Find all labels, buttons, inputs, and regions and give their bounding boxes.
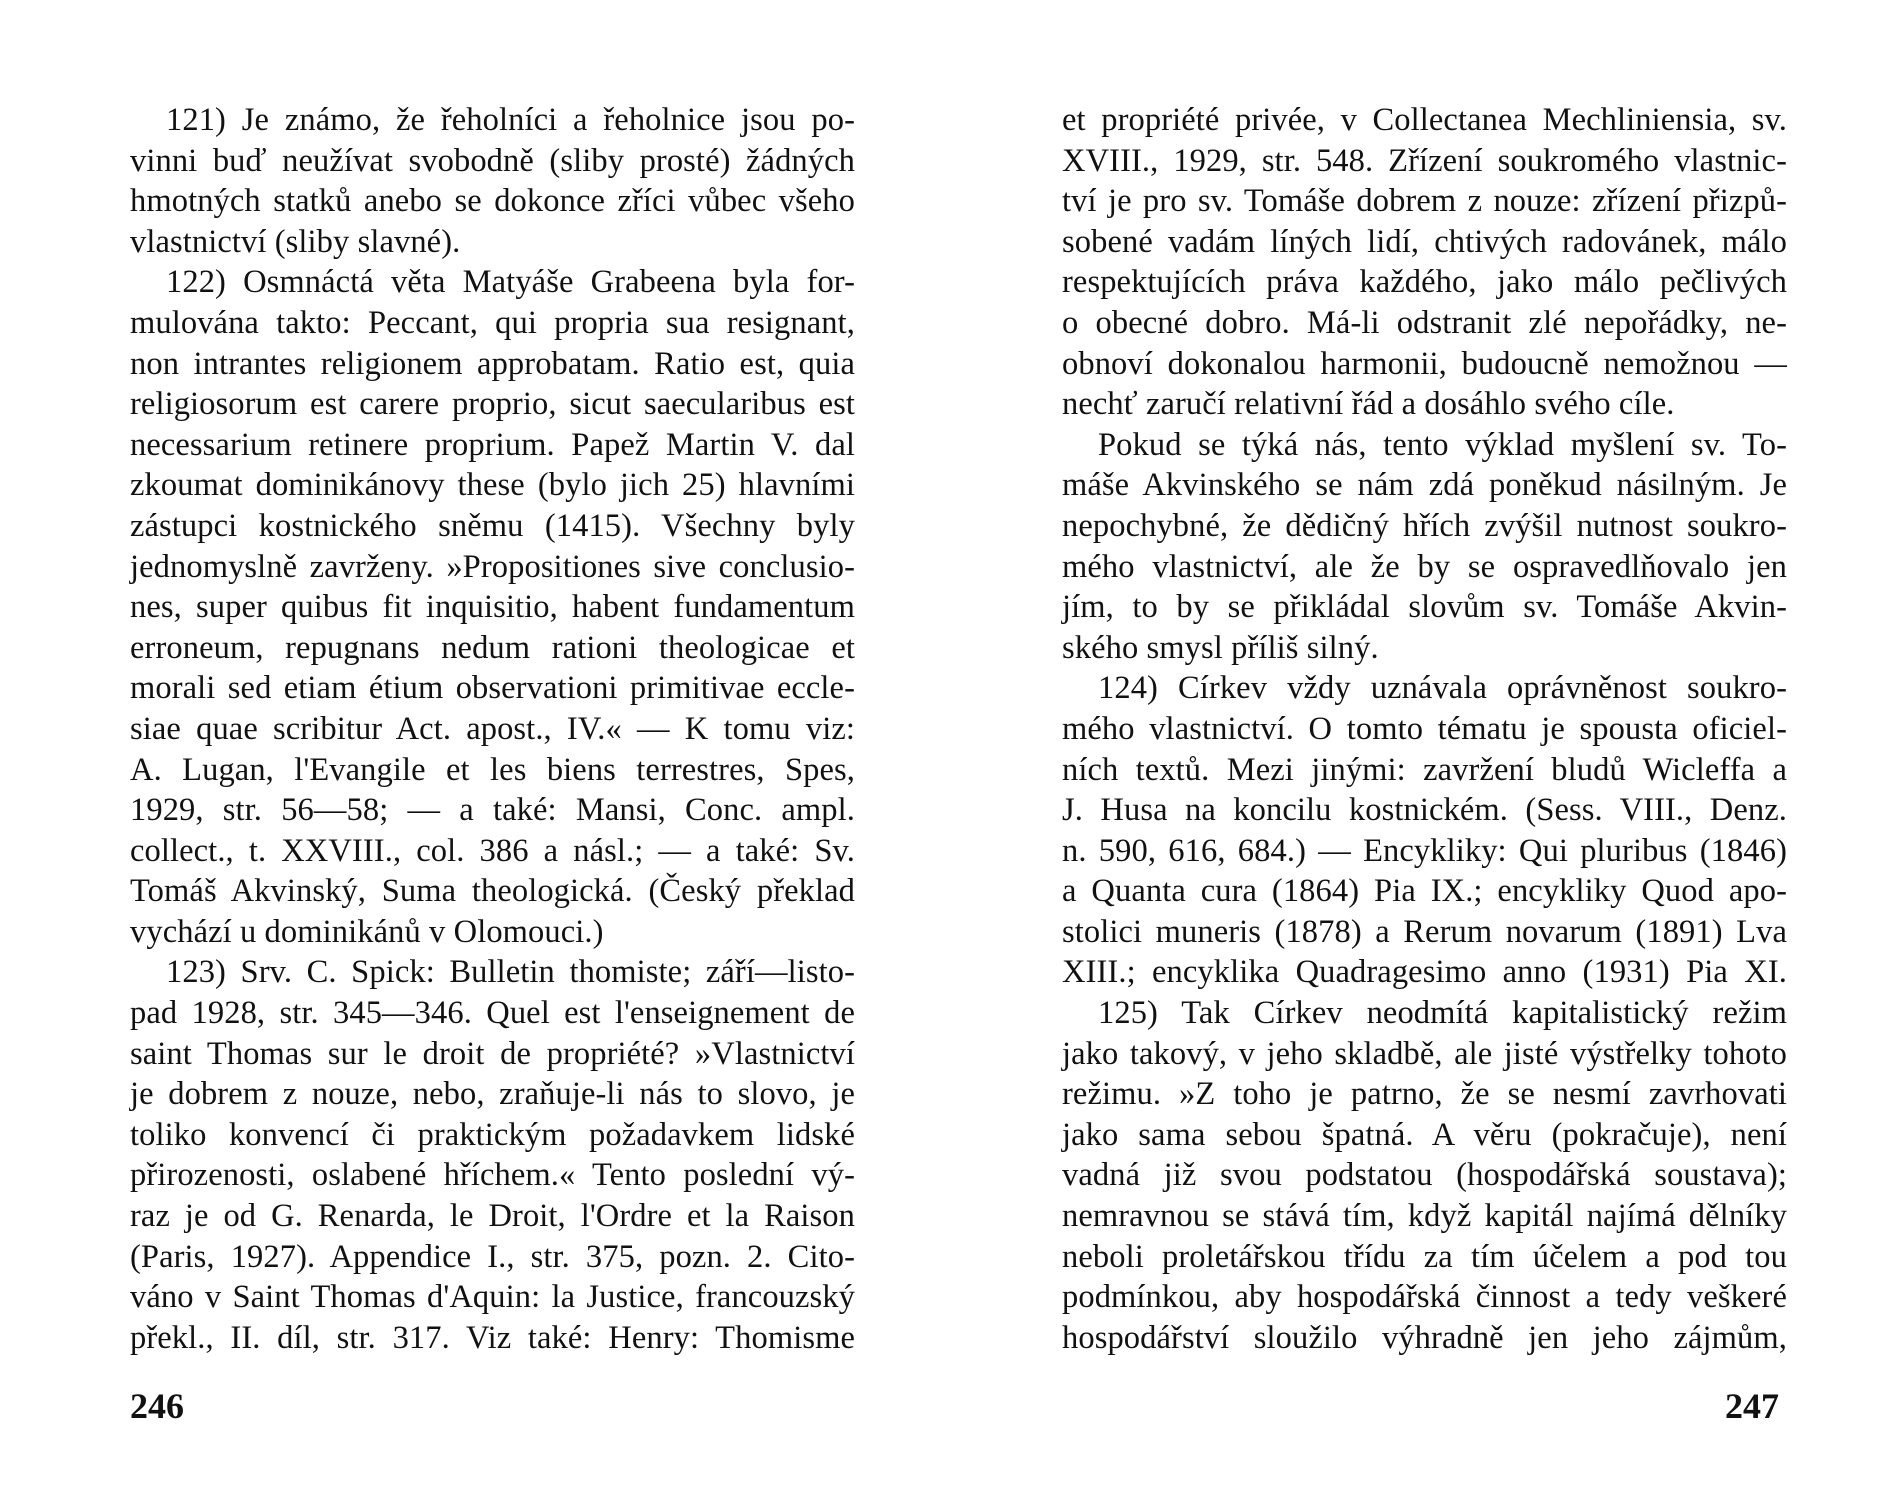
text-line: vychází u dominikánů v Olomouci.)	[130, 913, 604, 950]
text-line: nechť zaručí relativní řád a dosáhlo svého cíle.	[1062, 386, 1675, 423]
text-line: 125) Tak Církev neodmítá kapitalistický režim	[1098, 995, 1787, 1032]
text-line: 121) Je známo, že řeholníci a řeholnice jsou po-	[166, 102, 855, 138]
text-line: XVIII., 1929, str. 548. Zřízení soukromého vlastnic-	[1062, 142, 1787, 179]
text-line: obnoví dokonalou harmonii, budoucně nemožnou —	[1062, 345, 1787, 382]
text-line: zkoumat dominikánovy these (bylo jich 25) hlavními	[130, 467, 855, 504]
text-line: vinni buď neužívat svobodně (sliby prosté) žádných	[130, 142, 855, 179]
text-line: překl., II. díl, str. 317. Viz také: Henry: Thomisme	[130, 1319, 855, 1356]
text-line: morali sed etiam étium observationi primitivae eccle-	[130, 670, 855, 707]
text-line: hmotných statků anebo se dokonce zříci vůbec všeho	[130, 183, 855, 220]
text-line: n. 590, 616, 684.) — Encykliky: Qui pluribus (1846)	[1062, 832, 1787, 869]
text-line: zástupci kostnického sněmu (1415). Všechny byly	[130, 507, 855, 544]
text-line: erroneum, repugnans nedum rationi theologicae et	[130, 629, 855, 666]
text-line: hospodářství sloužilo výhradně jen jeho zájmům,	[1062, 1319, 1787, 1356]
text-line: režimu. »Z toho je patrno, že se nesmí zavrhovati	[1062, 1076, 1787, 1113]
text-line: mulována takto: Peccant, qui propria sua resignant,	[130, 304, 855, 341]
text-line: jednomyslně zavrženy. »Propositiones sive conclusio-	[130, 548, 855, 585]
text-line: vadná již svou podstatou (hospodářská soustava);	[1062, 1157, 1787, 1194]
text-line: Pokud se týká nás, tento výklad myšlení sv. To-	[1098, 426, 1787, 463]
text-line: saint Thomas sur le droit de propriété? »Vlastnictví	[130, 1035, 855, 1072]
text-line: collect., t. XXVIII., col. 386 a násl.; — a také: Sv.	[130, 832, 855, 869]
text-line: necessarium retinere proprium. Papež Martin V. dal	[130, 426, 855, 463]
text-line: raz je od G. Renarda, le Droit, l'Ordre et la Raison	[130, 1198, 855, 1235]
text-line: neboli proletářskou třídu za tím účelem a pod tou	[1062, 1238, 1787, 1275]
text-line: religiosorum est carere proprio, sicut saecularibus est	[130, 386, 855, 423]
text-line: mého vlastnictví. O tomto tématu je spousta oficiel-	[1062, 710, 1787, 747]
text-line: jím, to by se přikládal slovům sv. Tomáše Akvin-	[1062, 589, 1787, 626]
text-line: o obecné dobro. Má-li odstranit zlé nepořádky, ne-	[1062, 304, 1787, 341]
text-line: máše Akvinského se nám zdá poněkud násilným. Je	[1062, 467, 1787, 504]
text-line: mého vlastnictví, ale že by se ospravedlňovalo jen	[1062, 548, 1787, 585]
text-line: 123) Srv. C. Spick: Bulletin thomiste; září—listo-	[166, 954, 855, 991]
text-line: stolici muneris (1878) a Rerum novarum (1891) Lva	[1062, 913, 1787, 950]
text-line: je dobrem z nouze, nebo, zraňuje-li nás to slovo, je	[130, 1076, 855, 1113]
text-line: (Paris, 1927). Appendice I., str. 375, pozn. 2. Cito-	[130, 1238, 855, 1275]
page-number: 246	[130, 1386, 184, 1426]
text-line: Tomáš Akvinský, Suma theologická. (Český překlad	[130, 873, 855, 910]
text-line: J. Husa na koncilu kostnickém. (Sess. VIII., Denz.	[1062, 792, 1787, 829]
text-line: přirozenosti, oslabené hříchem.« Tento poslední vý-	[130, 1157, 855, 1194]
text-line: ského smysl příliš silný.	[1062, 629, 1379, 666]
text-line: vlastnictví (sliby slavné).	[130, 223, 461, 260]
text-line: et propriété privée, v Collectanea Mechliniensia, sv.	[1062, 102, 1787, 138]
right-page	[1062, 100, 1787, 1480]
text-line: váno v Saint Thomas d'Aquin: la Justice, francouzský	[130, 1279, 855, 1316]
text-line: 1929, str. 56—58; — a také: Mansi, Conc. ampl.	[130, 792, 855, 829]
text-line: siae quae scribitur Act. apost., IV.« — K tomu viz:	[130, 710, 855, 747]
text-line: podmínkou, aby hospodářská činnost a tedy veškeré	[1062, 1279, 1787, 1316]
page-number: 247	[1725, 1386, 1779, 1426]
text-line: XIII.; encyklika Quadragesimo anno (1931) Pia XI.	[1062, 954, 1787, 991]
text-line: pad 1928, str. 345—346. Quel est l'enseignement de	[130, 995, 855, 1032]
left-page	[130, 100, 855, 1480]
text-line: nemravnou se stává tím, když kapitál najímá dělníky	[1062, 1198, 1787, 1235]
text-line: nepochybné, že dědičný hřích zvýšil nutnost soukro-	[1062, 507, 1787, 544]
text-line: jako takový, v jeho skladbě, ale jisté výstřelky tohoto	[1062, 1035, 1787, 1072]
text-line: jako sama sebou špatná. A věru (pokračuje), není	[1062, 1116, 1787, 1153]
text-line: 124) Církev vždy uznávala oprávněnost soukro-	[1098, 670, 1787, 707]
text-line: nes, super quibus fit inquisitio, habent fundamentum	[130, 589, 855, 626]
text-line: tví je pro sv. Tomáše dobrem z nouze: zřízení přizpů-	[1062, 183, 1787, 220]
text-line: a Quanta cura (1864) Pia IX.; encykliky Quod apo-	[1062, 873, 1787, 910]
text-line: respektujících práva každého, jako málo pečlivých	[1062, 264, 1787, 301]
text-line: A. Lugan, l'Evangile et les biens terrestres, Spes,	[130, 751, 855, 788]
text-line: sobené vadám líných lidí, chtivých radovánek, málo	[1062, 223, 1787, 260]
text-line: non intrantes religionem approbatam. Ratio est, quia	[130, 345, 855, 382]
text-line: toliko konvencí či praktickým požadavkem lidské	[130, 1116, 855, 1153]
text-line: 122) Osmnáctá věta Matyáše Grabeena byla for-	[166, 264, 855, 301]
text-line: ních textů. Mezi jinými: zavržení bludů Wicleffa a	[1062, 751, 1787, 788]
